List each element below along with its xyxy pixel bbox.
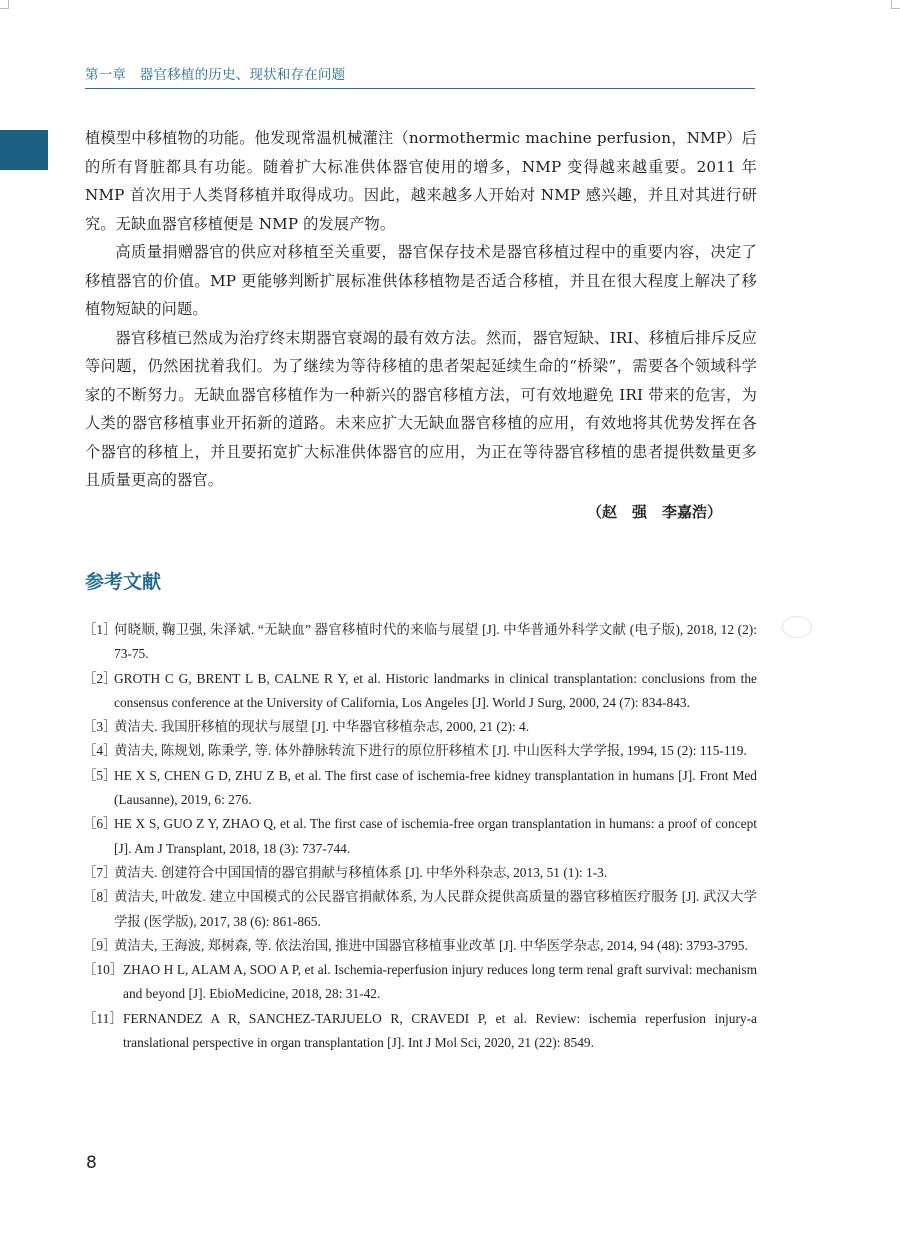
references-heading: 参考文献 [85, 571, 162, 593]
reference-item [83, 934, 757, 958]
reference-text: ZHAO H L, ALAM A, SOO A P, et al. Ischemia-reperfusion injury reduces long term renal graft survival: mechanism and beyond [J]. EbioMedicine, 2018, 28: 31-42. [123, 962, 757, 1002]
page-number: 8 [86, 1153, 97, 1173]
reference-number: ［10］ [83, 962, 124, 978]
crop-mark-top-left [0, 0, 9, 9]
body-text [85, 124, 757, 495]
reference-text: 何晓顺, 鞠卫强, 朱泽斌. “无缺血” 器官移植时代的来临与展望 [J]. 中华普通外科学文献 (电子版), 2018, 12 (2): 73-75. [114, 622, 757, 662]
reference-list [83, 618, 757, 1055]
reference-number: ［6］ [83, 816, 117, 832]
chapter-title: 第一章 器官移植的历史、现状和存在问题 [85, 67, 346, 83]
reference-item [83, 715, 757, 739]
reference-item [83, 958, 757, 1007]
reference-item [83, 885, 757, 934]
reference-number: ［4］ [83, 743, 117, 759]
reference-number: ［5］ [83, 767, 117, 783]
chapter-tab-marker [0, 130, 48, 170]
reference-number: ［3］ [83, 719, 117, 735]
crop-mark-top-right [891, 0, 900, 9]
paragraph-1: 植模型中移植物的功能。他发现常温机械灌注（normothermic machine perfusion，NMP）后的所有肾脏都具有功能。随着扩大标准供体器官使用的增多，NMP 变得越来越重要。2011 年 NMP 首次用于人类肾移植并取得成功。因此，越来越多人开始对 NMP 感兴趣，并且对其进行研究。无缺血器官移植便是 NMP 的发展产物。 [85, 129, 757, 233]
reference-number: ［1］ [83, 622, 117, 637]
reference-number: ［2］ [83, 670, 117, 686]
running-header [85, 66, 755, 89]
reference-text: 黄洁夫. 创建符合中国国情的器官捐献与移植体系 [J]. 中华外科杂志, 2013, 51 (1): 1-3. [114, 864, 608, 880]
reference-number: ［9］ [83, 937, 117, 953]
reference-number: ［11］ [83, 1010, 123, 1026]
reference-item [83, 739, 757, 763]
reference-number: ［8］ [83, 889, 117, 905]
reference-item [83, 667, 757, 716]
reference-text: 黄洁夫. 我国肝移植的现状与展望 [J]. 中华器官移植杂志, 2000, 21 (2): 4. [114, 719, 530, 735]
reference-text: HE X S, GUO Z Y, ZHAO Q, et al. The first case of ischemia-free organ transplantation in humans: a proof of concept [J]. Am J Transplant, 2018, 18 (3): 737-744. [114, 816, 757, 856]
reference-item [83, 1007, 757, 1056]
paragraph-3: 器官移植已然成为治疗终末期器官衰竭的最有效方法。然而，器官短缺、IRI、移植后排斥反应等问题，仍然困扰着我们。为了继续为等待移植的患者架起延续生命的“桥梁”，需要各个领域科学家的不断努力。无缺血器官移植作为一种新兴的器官移植方法，可有效地避免 IRI 带来的危害，为人类的器官移植事业开拓新的道路。未来应扩大无缺血器官移植的应用，有效地将其优势发挥在各个器官的移植上，并且要拓宽扩大标准供体器官的应用，为正在等待器官移植的患者提供数量更多且质量更高的器官。 [85, 328, 757, 489]
watermark-seal [782, 616, 812, 638]
reference-text: 黄洁夫, 陈规划, 陈秉学, 等. 体外静脉转流下进行的原位肝移植术 [J]. 中山医科大学学报, 1994, 15 (2): 115-119. [114, 743, 747, 759]
reference-item [83, 861, 757, 885]
author-signature: （赵 强 李嘉浩） [586, 503, 722, 521]
reference-item [83, 764, 757, 813]
reference-item [83, 618, 757, 667]
reference-text: 黄洁夫, 叶啟发. 建立中国模式的公民器官捐献体系, 为人民群众提供高质量的器官移植医疗服务 [J]. 武汉大学学报 (医学版), 2017, 38 (6): 861-865. [114, 889, 757, 929]
reference-item [83, 812, 757, 861]
reference-text: HE X S, CHEN G D, ZHU Z B, et al. The first case of ischemia-free kidney transplantation in humans [J]. Front Med (Lausanne), 2019, 6: 276. [114, 767, 757, 808]
reference-number: ［7］ [83, 864, 117, 880]
paragraph-2: 高质量捐赠器官的供应对移植至关重要，器官保存技术是器官移植过程中的重要内容，决定了移植器官的价值。MP 更能够判断扩展标准供体移植物是否适合移植，并且在很大程度上解决了移植物短缺的问题。 [85, 243, 757, 318]
reference-text: FERNANDEZ A R, SANCHEZ-TARJUELO R, CRAVEDI P, et al. Review: ischemia reperfusion injury-a translational perspective in organ transplantation [J]. Int J Mol Sci, 2020, 21 (22): 8549. [123, 1010, 757, 1051]
reference-text: GROTH C G, BRENT L B, CALNE R Y, et al. Historic landmarks in clinical transplantation: conclusions from the consensus conference at the University of California, Los Angeles [J]. World J Surg, 2000, 24 (7): 834-843. [114, 670, 757, 710]
reference-text: 黄洁夫, 王海波, 郑树森, 等. 依法治国, 推进中国器官移植事业改革 [J]. 中华医学杂志, 2014, 94 (48): 3793-3795. [114, 937, 748, 953]
